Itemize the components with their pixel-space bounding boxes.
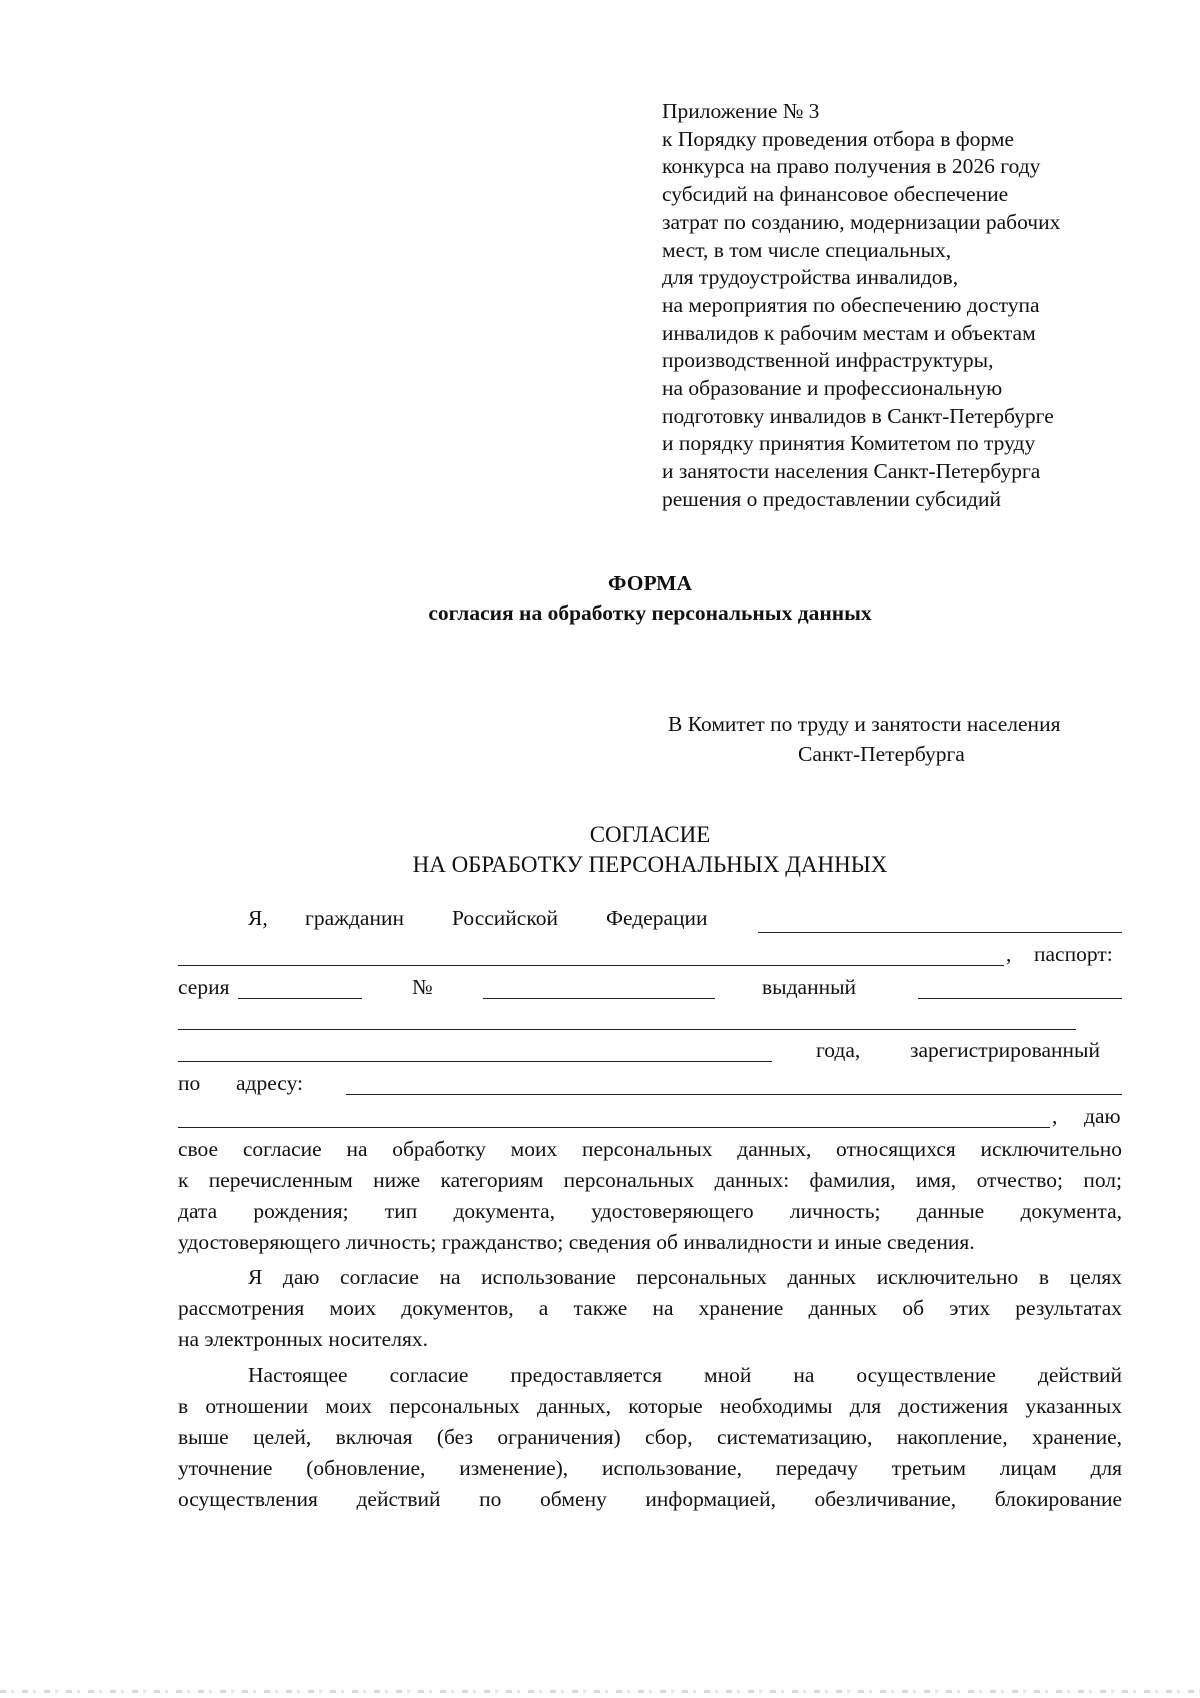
text-line: дата рождения; тип документа, удостоверяющего личность; данные документа, bbox=[178, 1199, 1122, 1223]
appendix-line: подготовку инвалидов в Санкт-Петербурге bbox=[662, 403, 1054, 428]
appendix-line: мест, в том числе специальных, bbox=[662, 237, 952, 262]
passport-series-field[interactable] bbox=[238, 998, 362, 999]
issued-by-continuation-field[interactable] bbox=[178, 1029, 1076, 1030]
text-line: свое согласие на обработку моих персональных данных, относящихся исключительно bbox=[178, 1137, 1122, 1161]
passport-number-field[interactable] bbox=[483, 998, 715, 999]
form-subtitle: согласия на обработку персональных данных bbox=[428, 601, 872, 625]
appendix-line: к Порядку проведения отбора в форме bbox=[662, 126, 1014, 151]
appendix-line: и порядку принятия Комитетом по труду bbox=[662, 431, 1036, 456]
issued-label: выданный bbox=[762, 975, 857, 999]
fullname-continuation-field[interactable] bbox=[178, 965, 1004, 966]
text-line: уточнение (обновление, изменение), использование, передачу третьим лицам для bbox=[178, 1456, 1122, 1480]
text-line: рассмотрения моих документов, а также на хранение данных об этих результатах bbox=[178, 1296, 1122, 1320]
passport-label: паспорт: bbox=[1034, 942, 1113, 966]
text-line: на электронных носителях. bbox=[178, 1327, 428, 1351]
word-federation: Федерации bbox=[606, 906, 708, 930]
form-title: ФОРМА bbox=[608, 571, 692, 595]
text-line: осуществления действий по обмену информацией, обезличивание, блокирование bbox=[178, 1487, 1122, 1511]
text-line: удостоверяющего личность; гражданство; сведения об инвалидности и иные сведения. bbox=[178, 1230, 975, 1254]
consent-subtitle: НА ОБРАБОТКУ ПЕРСОНАЛЬНЫХ ДАННЫХ bbox=[412, 852, 888, 877]
appendix-line: и занятости населения Санкт-Петербурга bbox=[662, 459, 1041, 484]
year-label: года, bbox=[816, 1038, 861, 1062]
text-line: Настоящее согласие предоставляется мной на осуществление действий bbox=[248, 1363, 1122, 1387]
word-address: адресу: bbox=[236, 1071, 304, 1095]
appendix-line: на мероприятия по обеспечению доступа bbox=[662, 292, 1040, 317]
address-field[interactable] bbox=[346, 1094, 1122, 1095]
series-label: серия bbox=[178, 975, 230, 999]
text-line: в отношении моих персональных данных, которые необходимы для достижения указанных bbox=[178, 1394, 1122, 1418]
text-line: к перечисленным ниже категориям персональных данных: фамилия, имя, отчество; пол; bbox=[178, 1168, 1122, 1192]
scan-edge-noise bbox=[0, 1690, 1200, 1693]
word-po: по bbox=[178, 1071, 201, 1095]
appendix-line: производственной инфраструктуры, bbox=[662, 348, 994, 373]
text-line: выше целей, включая (без ограничения) сбор, систематизацию, накопление, хранение, bbox=[178, 1425, 1122, 1449]
word-citizen: гражданин bbox=[305, 906, 404, 930]
word-ya: Я, bbox=[248, 906, 268, 930]
fullname-field[interactable] bbox=[758, 932, 1122, 933]
appendix-line: субсидий на финансовое обеспечение bbox=[662, 182, 1009, 207]
appendix-line: решения о предоставлении субсидий bbox=[662, 486, 1001, 511]
consent-paragraph-3 bbox=[178, 1360, 1122, 1515]
appendix-line: Приложение № 3 bbox=[662, 99, 820, 123]
word-russian: Российской bbox=[452, 906, 558, 930]
registered-label: зарегистрированный bbox=[910, 1038, 1100, 1062]
recipient-line-2: Санкт-Петербурга bbox=[798, 742, 965, 766]
number-label: № bbox=[412, 975, 433, 999]
issued-by-field[interactable] bbox=[918, 998, 1122, 999]
consent-paragraph-2 bbox=[178, 1262, 1122, 1355]
consent-title: СОГЛАСИЕ bbox=[589, 822, 711, 847]
appendix-line: конкурса на право получения в 2026 году bbox=[662, 154, 1041, 179]
comma: , bbox=[1006, 942, 1012, 966]
address-continuation-field[interactable] bbox=[178, 1127, 1050, 1128]
issue-date-field[interactable] bbox=[178, 1061, 772, 1062]
recipient-line-1: В Комитет по труду и занятости населения bbox=[668, 712, 1061, 736]
give-word: даю bbox=[1084, 1104, 1121, 1128]
consent-paragraph-1 bbox=[178, 1134, 1122, 1258]
text-line: Я даю согласие на использование персональных данных исключительно в целях bbox=[248, 1265, 1122, 1289]
comma-2: , bbox=[1052, 1104, 1058, 1128]
appendix-line: затрат по созданию, модернизации рабочих bbox=[662, 209, 1061, 234]
appendix-line: инвалидов к рабочим местам и объектам bbox=[662, 320, 1036, 345]
appendix-block bbox=[662, 98, 1142, 514]
appendix-line: на образование и профессиональную bbox=[662, 376, 1003, 401]
appendix-line: для трудоустройства инвалидов, bbox=[662, 265, 959, 290]
